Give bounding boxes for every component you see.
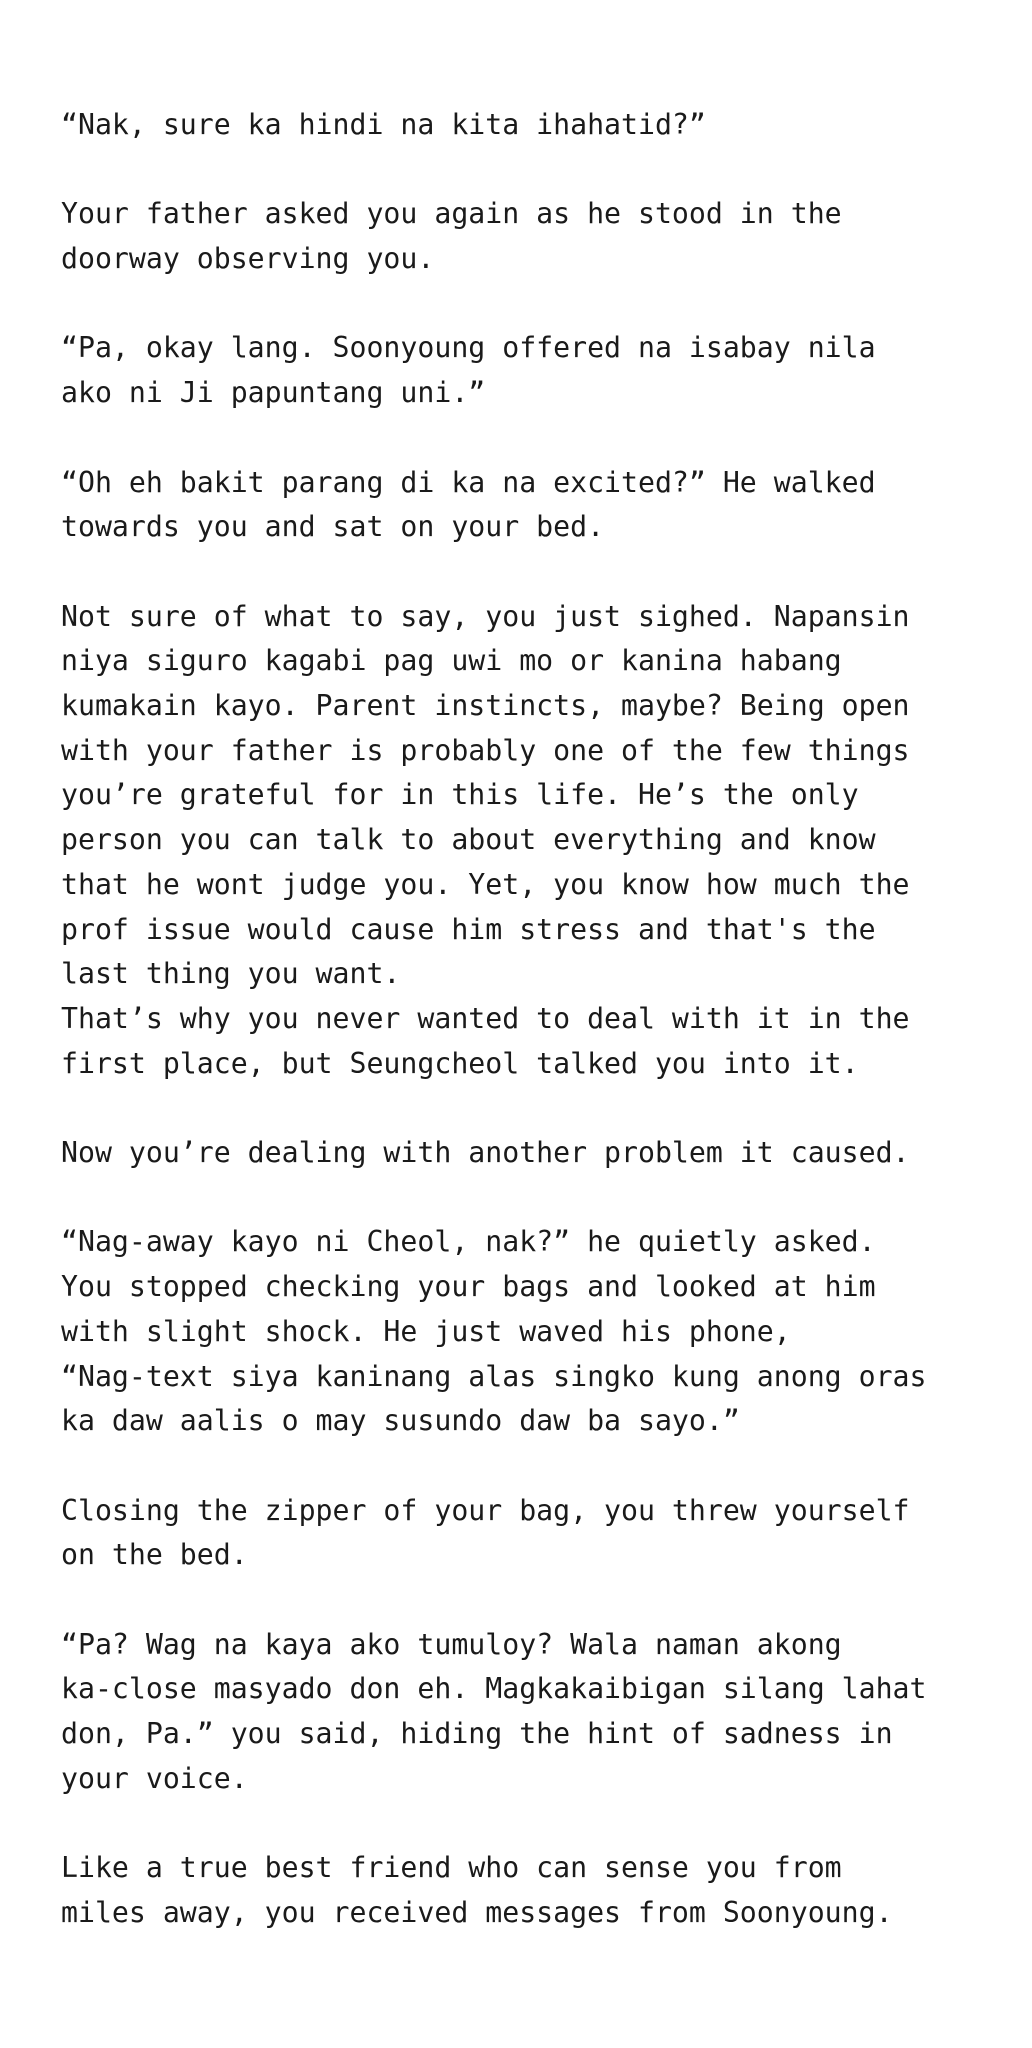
paragraph-6: That’s why you never wanted to deal with it in the first place, but Seungcheol talked you into it. (61, 1002, 910, 1080)
paragraph-1: “Nak, sure ka hindi na kita ihahatid?” (61, 108, 706, 141)
paragraph-7: Now you’re dealing with another problem it caused. (61, 1136, 910, 1170)
paragraph-5: Not sure of what to say, you just sighed. Napansin niya siguro kagabi pag uwi mo or kanina habang kumakain kayo. Parent instincts, maybe? Being open with your father is probably one of the few things you’re grateful for in this life. He’s the only person you can talk to about everything and know that he wont judge you. Yet, you know how much the prof issue would cause him stress and that's the last thing you want. (61, 599, 910, 991)
paragraph-4: “Oh eh bakit parang di ka na excited?” He walked towards you and sat on your bed. (61, 465, 876, 544)
paragraph-2: Your father asked you again as he stood in the doorway observing you. (61, 197, 842, 276)
paragraph-11: Like a true best friend who can sense you from miles away, you received messages from Soonyoung. (61, 1851, 893, 1929)
paragraph-9: Closing the zipper of your bag, you threw yourself on the bed. (61, 1493, 910, 1572)
paragraph-8: “Nag-away kayo ni Cheol, nak?” he quietly asked. You stopped checking your bags and looked at him with slight shock. He just waved his phone, “Nag-text siya kaninang alas singko kung anong oras ka daw aalis o may susundo daw ba sayo.” (61, 1225, 927, 1438)
paragraph-3: “Pa, okay lang. Soonyoung offered na isabay nila ako ni Ji papuntang uni.” (61, 331, 876, 410)
paragraph-10: “Pa? Wag na kaya ako tumuloy? Wala naman akong ka-close masyado don eh. Magkakaibigan silang lahat don, Pa.” you said, hiding the hint of sadness in your voice. (61, 1627, 927, 1795)
story-text (61, 103, 1021, 1980)
